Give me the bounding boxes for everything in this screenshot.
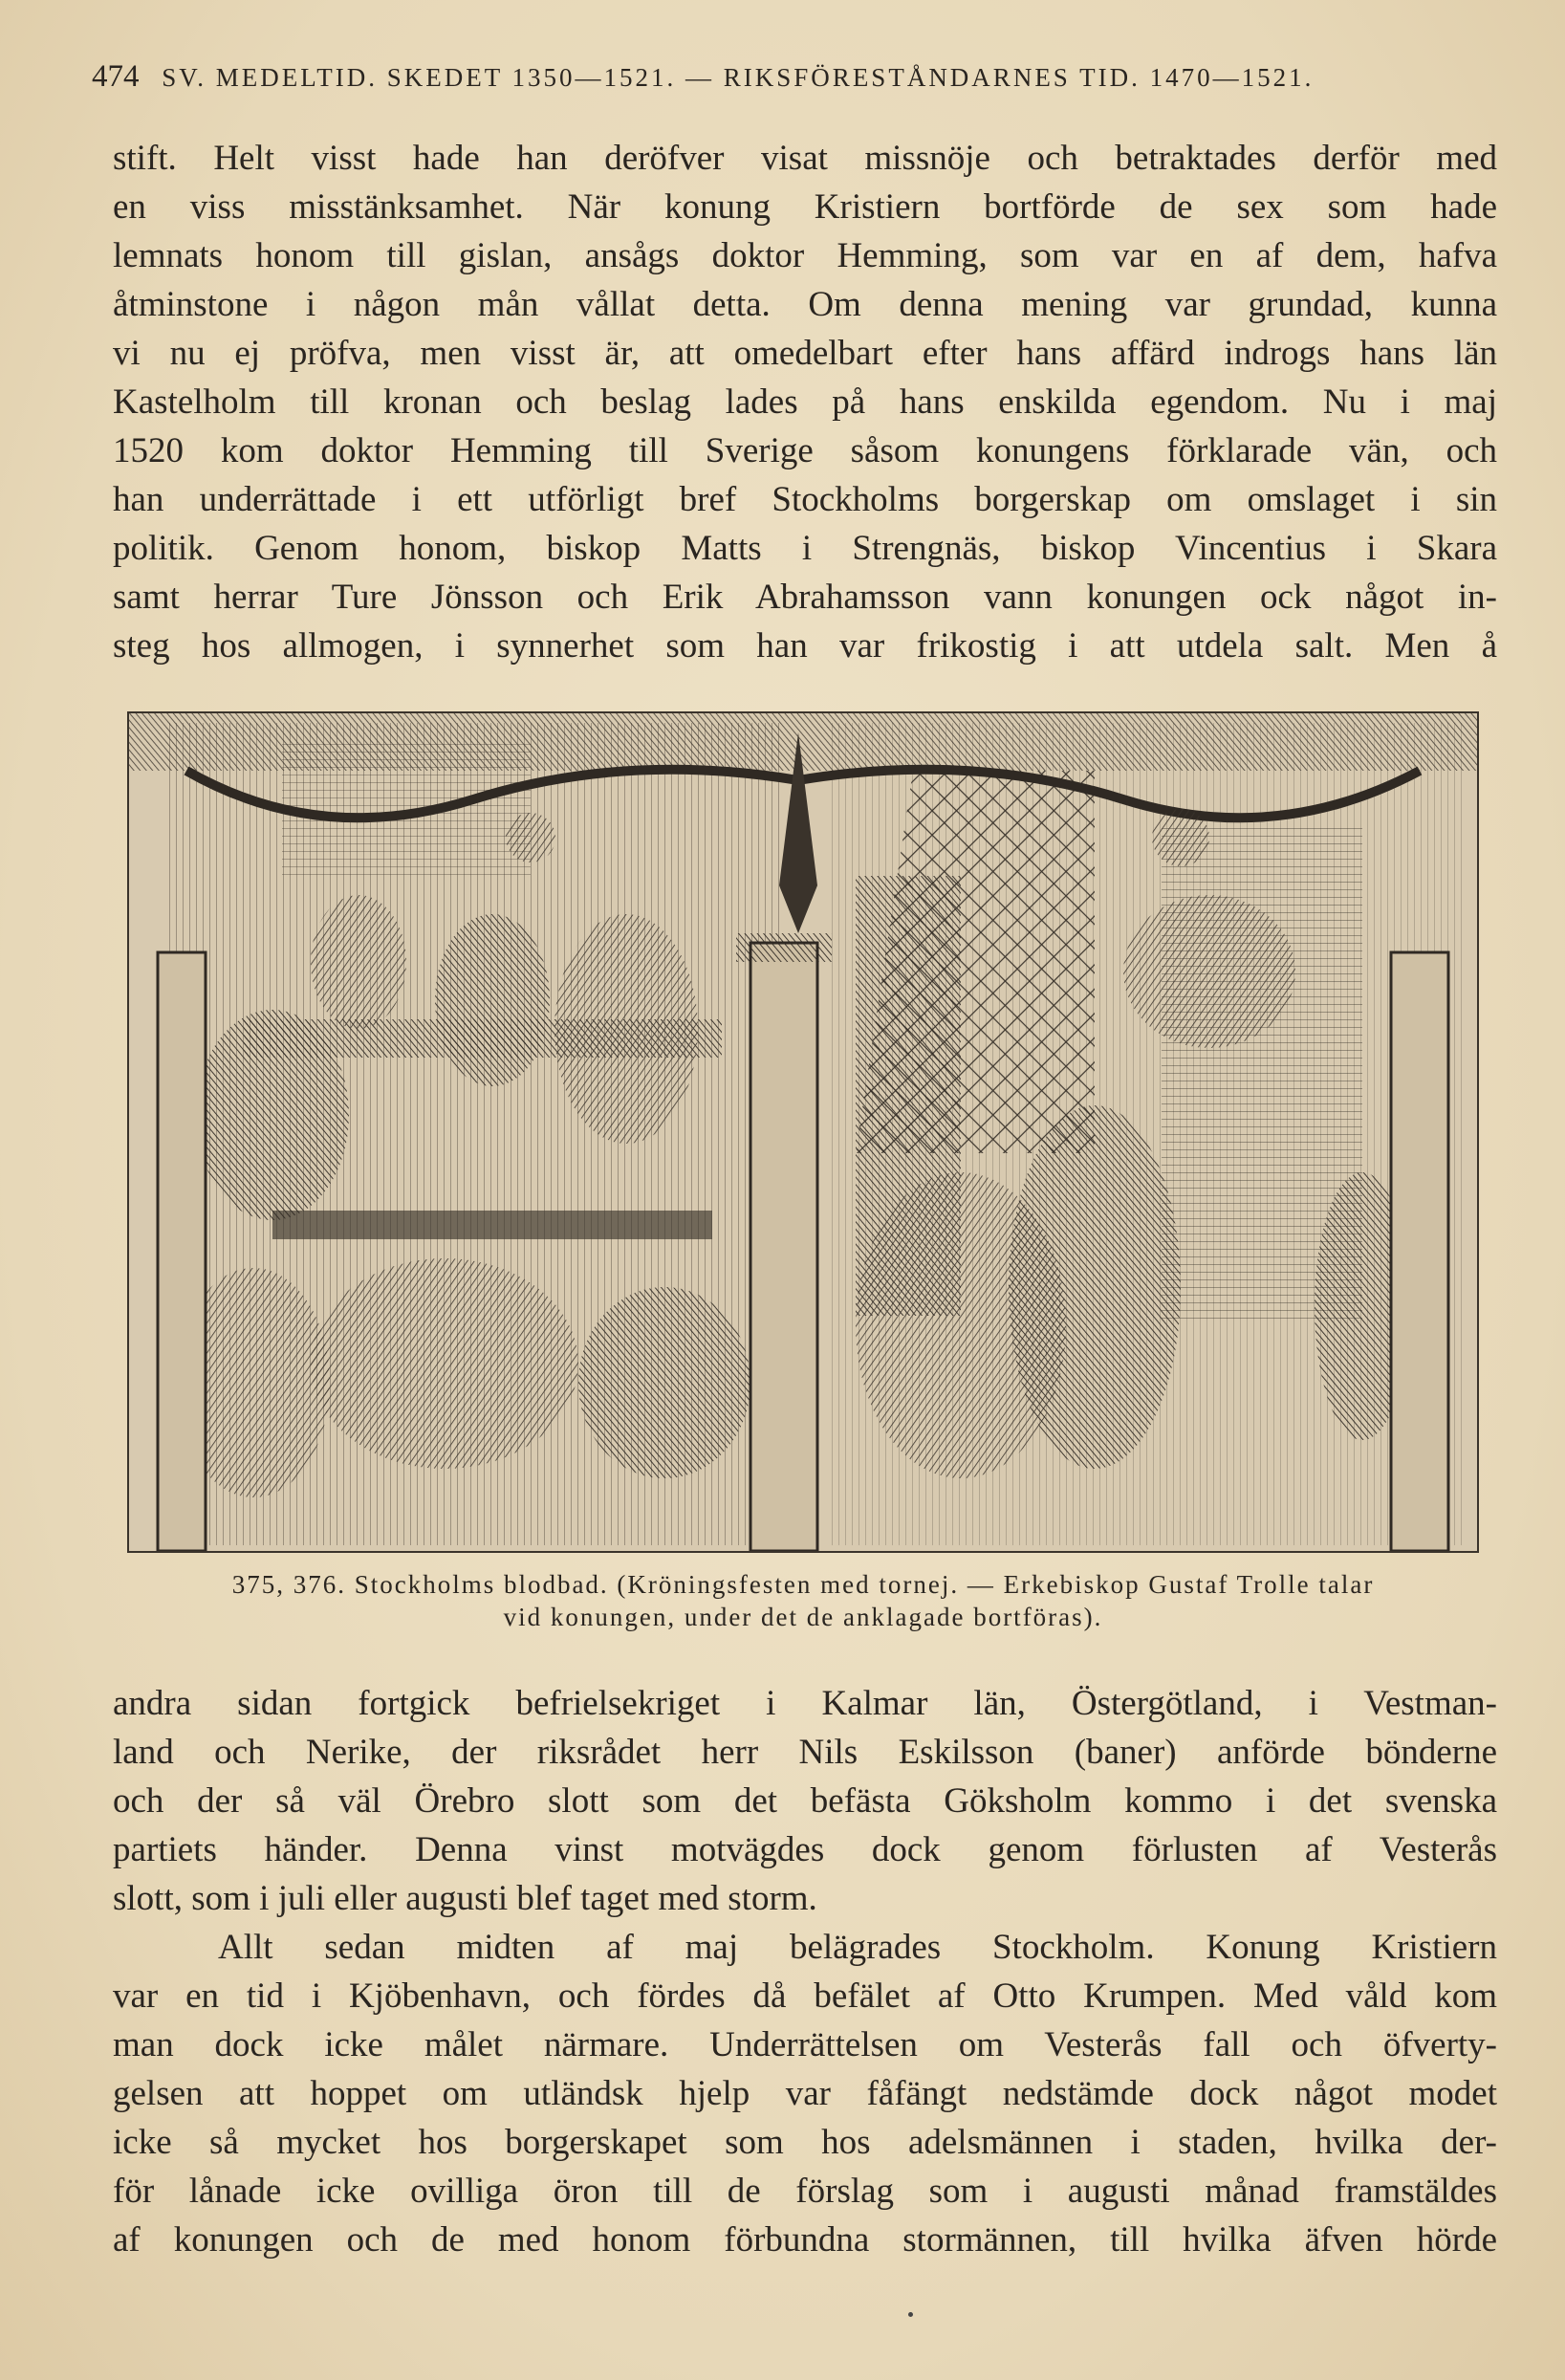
text-line: land och Nerike, der riksrådet herr Nils Eskilsson (baner) anförde bönderne	[113, 1733, 1497, 1772]
text-line: man dock icke målet närmare. Underrättelsen om Vesterås fall och öfverty-	[113, 2025, 1497, 2064]
text-line: han underrättade i ett utförligt bref Stockholms borgerskap om omslaget i sin	[113, 480, 1497, 519]
text-line: för lånade icke ovilliga öron till de förslag som i augusti månad framstäldes	[113, 2172, 1497, 2211]
text-line: vi nu ej pröfva, men visst är, att omedelbart efter hans affärd indrogs hans län	[113, 334, 1497, 373]
bottom-paragraph-1	[113, 1679, 1497, 1923]
running-title: SV. MEDELTID. SKEDET 1350—1521. — RIKSFÖRESTÅNDARNES TID. 1470—1521.	[162, 63, 1315, 92]
text-line: slott, som i juli eller augusti blef taget med storm.	[113, 1879, 817, 1918]
text-line: af konungen och de med honom förbundna stormännen, till hvilka äfven hörde	[113, 2220, 1497, 2260]
text-line: var en tid i Kjöbenhavn, och fördes då befälet af Otto Krumpen. Med våld kom	[113, 1976, 1497, 2016]
text-line: stift. Helt visst hade han deröfver visat missnöje och betraktades derför med	[113, 139, 1497, 178]
running-header	[92, 59, 1488, 95]
page-number: 474	[92, 59, 140, 94]
caption-line: 375, 376. Stockholms blodbad. (Kröningsfesten med tornej. — Erkebiskop Gustaf Trolle talar	[231, 1570, 1375, 1599]
text-line: 1520 kom doktor Hemming till Sverige såsom konungens förklarade vän, och	[113, 431, 1497, 470]
caption-line: vid konungen, under det de anklagade bortföras).	[503, 1603, 1103, 1631]
text-line: icke så mycket hos borgerskapet som hos adelsmännen i staden, hvilka der-	[113, 2123, 1497, 2162]
text-line: Kastelholm till kronan och beslag lades på hans enskilda egendom. Nu i maj	[113, 382, 1497, 422]
text-line: politik. Genom honom, biskop Matts i Strengnäs, biskop Vincentius i Skara	[113, 529, 1497, 568]
text-line: samt herrar Ture Jönsson och Erik Abrahamsson vann konungen ock något in-	[113, 578, 1497, 617]
text-line: och der så väl Örebro slott som det befästa Göksholm kommo i det svenska	[113, 1781, 1497, 1821]
engraving-illustration	[127, 711, 1479, 1553]
text-line: partiets händer. Denna vinst motvägdes dock genom förlusten af Vesterås	[113, 1830, 1497, 1869]
text-line: Allt sedan midten af maj belägrades Stockholm. Konung Kristiern	[218, 1928, 1497, 1967]
text-line: en viss misstänksamhet. När konung Kristiern bortförde de sex som hade	[113, 187, 1497, 227]
figure-caption	[134, 1568, 1472, 1633]
text-line: steg hos allmogen, i synnerhet som han var frikostig i att utdela salt. Men å	[113, 626, 1497, 666]
text-line: lemnats honom till gislan, ansågs doktor Hemming, som var en af dem, hafva	[113, 236, 1497, 275]
engraving-drawing	[129, 713, 1477, 1551]
ink-speck	[908, 2312, 913, 2317]
top-paragraph	[113, 134, 1497, 670]
bottom-paragraph-2	[113, 1923, 1497, 2264]
text-line: gelsen att hoppet om utländsk hjelp var fåfängt nedstämde dock något modet	[113, 2074, 1497, 2113]
text-line: andra sidan fortgick befrielsekriget i Kalmar län, Östergötland, i Vestman-	[113, 1684, 1497, 1723]
text-line: åtminstone i någon mån vållat detta. Om denna mening var grundad, kunna	[113, 285, 1497, 324]
